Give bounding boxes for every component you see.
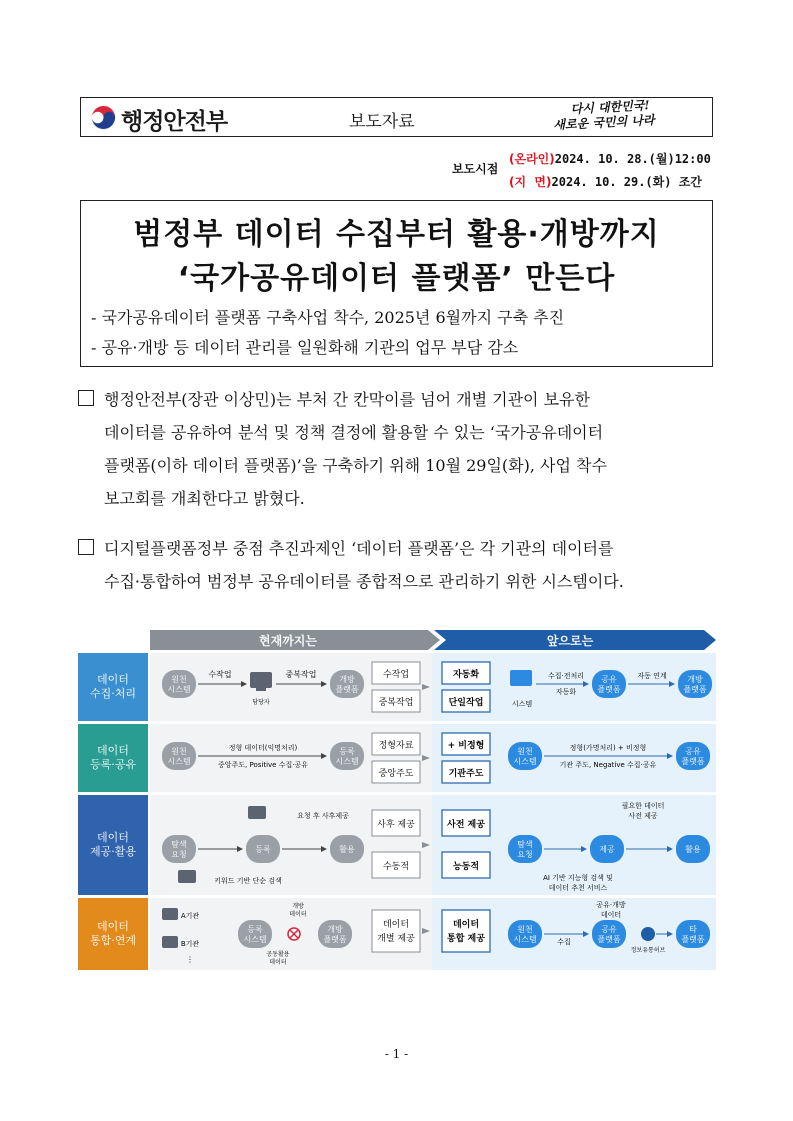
edge-label: 수집 xyxy=(557,938,571,946)
paragraph-line: 플랫폼(이하 데이터 플랫폼)’을 구축하기 위해 10월 29일(화), 사업 착수 xyxy=(104,456,607,475)
release-online-tag: (온라인) xyxy=(509,152,555,166)
row-label-text: 데이터 xyxy=(97,673,129,686)
node-text: 시스템 xyxy=(513,935,537,944)
edge-label: 데이터 xyxy=(289,911,307,918)
edge-label: 공동활용 xyxy=(266,951,290,958)
edge-label: 데이터 xyxy=(600,911,622,919)
before-box: 개별 제공 xyxy=(377,934,415,944)
release-print-time: 2024. 10. 29.(화) 조간 xyxy=(551,175,702,189)
row-label-text: 데이터 xyxy=(97,831,129,844)
edge-label: 자동화 xyxy=(555,688,577,696)
subheadline-1: - 국가공유데이터 플랫폼 구축사업 착수, 2025년 6월까지 구축 추진 xyxy=(91,308,565,327)
node-text: 공유 xyxy=(601,925,617,934)
before-box: 수작업 xyxy=(382,670,410,680)
edge-label: 데이터 xyxy=(269,959,287,966)
node-text: 탐색 xyxy=(171,840,187,849)
paragraph-line: 수집·통합하여 범정부 공유데이터를 종합적으로 관리하기 위한 시스템이다. xyxy=(104,572,624,591)
edge-label: 요청 후 사후제공 xyxy=(297,812,349,820)
body-paragraph-2 xyxy=(78,532,718,598)
slogan xyxy=(552,95,713,133)
header-future-label: 앞으로는 xyxy=(546,634,594,648)
before-box: 사후 제공 xyxy=(377,820,415,830)
after-box: 능동적 xyxy=(452,862,480,872)
paragraph-line: 데이터를 공유하여 분석 및 정책 결정에 활용할 수 있는 ‘국가공유데이터 xyxy=(104,423,604,442)
node-text: 등록 xyxy=(255,845,271,854)
node-text: 원천 xyxy=(517,925,533,934)
node-text: 개방 xyxy=(327,925,343,934)
government-emblem-icon xyxy=(91,105,116,130)
edge-label: 개방 xyxy=(292,903,304,910)
edge-label: AI 기반 지능형 검색 및 xyxy=(543,874,613,882)
node-text: 시스템 xyxy=(335,757,359,766)
computer-icon xyxy=(162,936,178,948)
release-print xyxy=(509,173,702,190)
checkbox-bullet-icon xyxy=(78,539,94,555)
headline-line-1: 범정부 데이터 수집부터 활용·개방까지 xyxy=(133,217,660,252)
node-text: 플랫폼 xyxy=(335,685,359,694)
header-current-label: 현재까지는 xyxy=(259,634,317,648)
release-print-tag: (지 면) xyxy=(509,175,552,189)
headline-line-2: ‘국가공유데이터 플랫폼’ 만든다 xyxy=(177,261,616,296)
edge-label: 데이터 추천 서비스 xyxy=(548,884,608,892)
edge-label: 기관 주도, Negative 수집·공유 xyxy=(559,761,657,769)
node-text: 플랫폼 xyxy=(683,685,707,694)
node-text: 활용 xyxy=(339,845,355,854)
edge-label: 중앙주도, Positive 수집·공유 xyxy=(218,761,308,769)
edge-label: 정형(가명처리) + 비정형 xyxy=(569,744,647,752)
edge-label: 키워드 기반 단순 검색 xyxy=(214,877,282,885)
before-box: 정형자료 xyxy=(378,741,414,751)
gear-icon xyxy=(641,927,655,941)
after-box: + 비정형 xyxy=(447,741,485,751)
computer-icon xyxy=(250,672,272,688)
node-text: 플랫폼 xyxy=(681,757,705,766)
org-label: B기관 xyxy=(180,940,200,948)
press-header xyxy=(80,97,713,137)
after-box: 통합 제공 xyxy=(447,934,485,944)
row-label-text: 제공·활용 xyxy=(89,845,137,858)
node-text: 원천 xyxy=(171,675,187,684)
release-label: 보도시점 xyxy=(452,162,499,176)
node-text: 시스템 xyxy=(511,700,533,708)
document-type: 보도자료 xyxy=(349,112,415,132)
platform-comparison-diagram xyxy=(78,630,716,970)
person-label: 담당자 xyxy=(252,699,270,706)
row-label-text: 데이터 xyxy=(97,920,129,933)
after-box: 데이터 xyxy=(452,920,480,930)
node-text: 원천 xyxy=(171,747,187,756)
checkbox-bullet-icon xyxy=(78,390,94,406)
org-label: ⋮ xyxy=(186,955,194,964)
row-label-text: 데이터 xyxy=(97,744,129,757)
paragraph-text: 행정안전부(장관 이상민)는 부처 간 칸막이를 넘어 개별 기관이 보유한 xyxy=(104,390,590,409)
edge-label: 사전 제공 xyxy=(628,812,658,820)
after-box: 단일작업 xyxy=(448,698,484,708)
row-label-text: 등록·공유 xyxy=(89,758,137,771)
node-text: 시스템 xyxy=(167,757,191,766)
node-text: 시스템 xyxy=(243,935,267,944)
node-text: 플랫폼 xyxy=(681,935,705,944)
ministry-name: 행정안전부 xyxy=(121,109,228,135)
paragraph-line xyxy=(78,532,718,565)
edge-label: 공유·개방 xyxy=(596,901,626,909)
before-box: 수동적 xyxy=(382,862,410,872)
edge-label: 자동 연계 xyxy=(637,672,667,680)
edge-label: 수집·전처리 xyxy=(547,672,585,680)
row-label-text: 통합·연계 xyxy=(89,934,137,947)
paragraph-text: 디지털플랫폼정부 중점 추진과제인 ‘데이터 플랫폼’은 각 기관의 데이터를 xyxy=(104,539,614,558)
computer-icon xyxy=(178,870,196,883)
node-text: 시스템 xyxy=(167,685,191,694)
node-text: 요청 xyxy=(517,850,533,859)
before-box: 데이터 xyxy=(382,920,410,930)
node-text: 시스템 xyxy=(513,757,537,766)
hub-label: 정보유통허브 xyxy=(630,947,666,954)
node-text: 개방 xyxy=(687,675,703,684)
edge-label: 정형 데이터(익명처리) xyxy=(228,744,298,752)
before-box: 중복작업 xyxy=(378,698,414,708)
row-label-text: 수집·처리 xyxy=(89,687,137,700)
computer-icon xyxy=(162,908,178,920)
node-text: 플랫폼 xyxy=(597,685,621,694)
computer-icon xyxy=(248,806,266,819)
title-box xyxy=(80,200,713,367)
computer-icon xyxy=(510,670,532,686)
edge-label: 중복작업 xyxy=(285,670,317,679)
node-text: 제공 xyxy=(599,845,615,854)
slogan-line-2: 새로운 국민의 나라 xyxy=(553,112,655,133)
page-number: - 1 - xyxy=(384,1047,409,1061)
body-paragraph-1 xyxy=(78,383,718,515)
node-text: 등록 xyxy=(247,925,263,934)
paragraph-line xyxy=(78,383,718,416)
subheadline-2: - 공유·개방 등 데이터 관리를 일원화해 기관의 업무 부담 감소 xyxy=(91,338,519,357)
release-online-time: 2024. 10. 28.(월)12:00 xyxy=(554,152,711,166)
release-online xyxy=(509,150,711,167)
after-box: 사전 제공 xyxy=(447,820,485,830)
node-text: 원천 xyxy=(517,747,533,756)
node-text: 요청 xyxy=(171,850,187,859)
edge-label: 수작업 xyxy=(208,670,232,679)
slogan-line-1: 다시 대한민국! xyxy=(570,98,650,117)
org-label: A기관 xyxy=(180,912,200,920)
node-text: 탐색 xyxy=(517,840,533,849)
edge-label: 필요한 데이터 xyxy=(621,802,665,810)
after-box: 자동화 xyxy=(452,670,480,680)
paragraph-line: 보고회를 개최한다고 밝혔다. xyxy=(104,489,305,508)
node-text: 공유 xyxy=(685,747,701,756)
node-text: 타 xyxy=(689,925,697,934)
before-box: 중앙주도 xyxy=(378,769,414,779)
node-text: 플랫폼 xyxy=(597,935,621,944)
node-text: 등록 xyxy=(339,747,355,756)
node-text: 플랫폼 xyxy=(323,935,347,944)
node-text: 공유 xyxy=(601,675,617,684)
node-text: 활용 xyxy=(685,845,701,854)
node-text: 개방 xyxy=(339,675,355,684)
after-box: 기관주도 xyxy=(448,769,484,779)
